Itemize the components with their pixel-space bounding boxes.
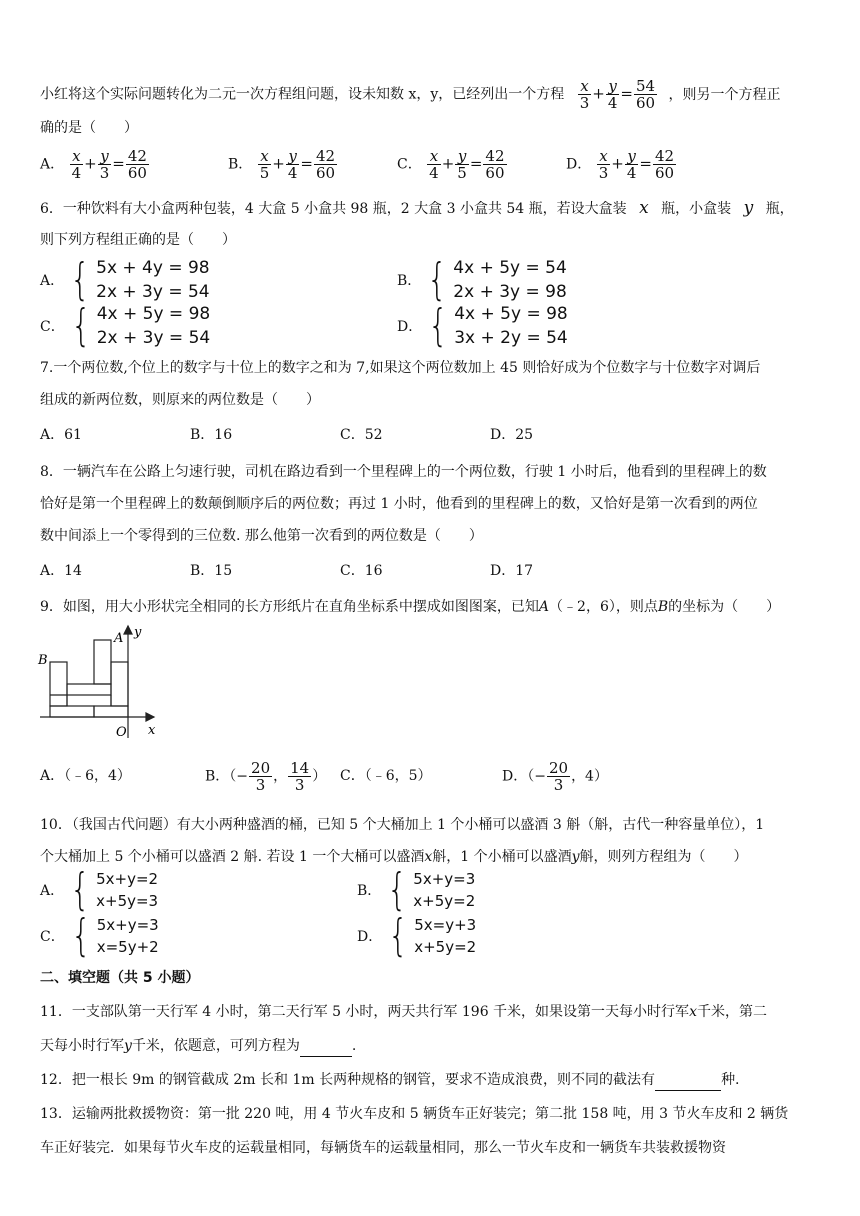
q8-option-c[interactable]: C．16 xyxy=(340,563,383,579)
q6-option-b[interactable]: B． { 4x + 5y = 54 2x + 3y = 98 xyxy=(397,254,567,305)
q7-option-d[interactable]: D．25 xyxy=(490,427,534,443)
q9-label-y: y xyxy=(134,625,142,640)
q9-paper-bottom-right xyxy=(94,706,128,717)
q13-stem-line2: 车正好装完．如果每节火车皮的运载量相同，每辆货车的运载量相同，那么一节火车皮和一辆货车共装救援物资 xyxy=(40,1140,726,1156)
q9-paper-middle-horizontal xyxy=(67,684,111,695)
q6-stem-line2: 则下列方程组正确的是（ ） xyxy=(40,232,236,248)
q5-option-a[interactable]: A． $\frac{x}{4}$ + $\frac{y}{3}$ = $\frac{42}{60}$ xyxy=(40,147,147,182)
q5-option-b[interactable]: B． $\frac{x}{5}$ + $\frac{y}{4}$ = $\frac{42}{60}$ xyxy=(228,147,336,182)
q8-stem-line2: 恰好是第一个里程碑上的数颠倒顺序后的两位数；再过 1 小时，他看到的里程碑上的数，又恰好是第一次看到的两位 xyxy=(40,496,758,512)
q6-stem-line1: 6．一种饮料有大小盒两种包装，4 大盒 5 小盒共 98 瓶，2 大盒 3 小盒共 54 瓶，若设大盒装 x 瓶，小盒装 y 瓶， xyxy=(40,198,794,218)
q9-option-c[interactable]: C．（﹣6，5） xyxy=(340,768,432,784)
q10-stem-line1: 10．（我国古代问题）有大小两种盛酒的桶，已知 5 个大桶加上 1 个小桶可以盛酒 3 斛（斛，古代一种容量单位），1 xyxy=(40,817,765,833)
q5-stem-line2: 确的是（ ） xyxy=(40,120,138,136)
q8-option-a[interactable]: A．14 xyxy=(40,563,82,579)
q11-stem-line2: 天每小时行军y千米，依题意，可列方程为 . xyxy=(40,1036,356,1057)
q11-answer-blank[interactable] xyxy=(300,1036,352,1057)
q8-stem-line3: 数中间添上一个零得到的三位数. 那么他第一次看到的两位数是（ ） xyxy=(40,528,483,544)
q10-option-a[interactable]: A． { 5x+y=2 x+5y=3 xyxy=(40,864,159,915)
q9-figure xyxy=(36,620,166,750)
q10-option-b[interactable]: B． { 5x+y=3 x+5y=2 xyxy=(357,864,476,915)
q5-stem-line1: 小红将这个实际问题转化为二元一次方程组问题，设未知数 x，y，已经列出一个方程 $\frac{x}{3}$ + $\frac{y}{4}$ = $\frac{54}{60}$ ，则另一个方程正 xyxy=(40,77,781,112)
q5-option-d[interactable]: D． $\frac{x}{3}$ + $\frac{y}{4}$ = $\frac{42}{60}$ xyxy=(566,147,675,182)
q8-option-d[interactable]: D．17 xyxy=(490,563,534,579)
q13-stem-line1: 13．运输两批救援物资：第一批 220 吨，用 4 节火车皮和 5 辆货车正好装完；第二批 158 吨，用 3 节火车皮和 2 辆货 xyxy=(40,1106,789,1122)
q9-option-b[interactable]: B．（− $\frac{20}{3}$ ， $\frac{14}{3}$ ） xyxy=(205,759,327,794)
q9-label-o: O xyxy=(116,725,127,740)
q9-option-d[interactable]: D．（− $\frac{20}{3}$ ，4） xyxy=(502,759,608,794)
q6-option-c[interactable]: C． { 4x + 5y = 98 2x + 3y = 54 xyxy=(40,300,211,351)
q10-stem-line2: 个大桶加上 5 个小桶可以盛酒 2 斛. 若设 1 一个大桶可以盛酒x斛，1 个小桶可以盛酒y斛，则列方程组为（ ） xyxy=(40,849,748,865)
q7-stem-line1: 7.一个两位数,个位上的数字与十位上的数字之和为 7,如果这个两位数加上 45 则恰好成为个位数字与十位数字对调后 xyxy=(40,360,761,376)
q8-stem-line1: 8．一辆汽车在公路上匀速行驶，司机在路边看到一个里程碑上的一个两位数，行驶 1 小时后，他看到的里程碑上的数 xyxy=(40,464,767,480)
q6-option-a[interactable]: A． { 5x + 4y = 98 2x + 3y = 54 xyxy=(40,254,210,305)
q9-paper-a-vertical xyxy=(94,640,111,684)
q7-stem-line2: 组成的新两位数，则原来的两位数是（ ） xyxy=(40,392,320,408)
q7-option-a[interactable]: A．61 xyxy=(40,427,82,443)
q9-paper-bottom-left xyxy=(50,706,94,717)
q12-stem: 12．把一根长 9m 的钢管截成 2m 长和 1m 长两种规格的钢管，要求不造成浪费，则不同的截法有 种. xyxy=(40,1070,740,1091)
q9-label-b: B xyxy=(38,653,48,668)
q10-option-d[interactable]: D． { 5x=y+3 x+5y=2 xyxy=(357,910,477,961)
q9-paper-right-vertical xyxy=(111,662,128,706)
q9-option-a[interactable]: A．（﹣6，4） xyxy=(40,768,131,784)
q7-option-c[interactable]: C．52 xyxy=(340,427,383,443)
q11-stem-line1: 11．一支部队第一天行军 4 小时，第二天行军 5 小时，两天共行军 196 千米，如果设第一天每小时行军x千米，第二 xyxy=(40,1004,767,1020)
q9-paper-b-vertical xyxy=(50,662,67,706)
q5-option-c[interactable]: C． $\frac{x}{4}$ + $\frac{y}{5}$ = $\frac{42}{60}$ xyxy=(397,147,505,182)
q6-option-d[interactable]: D． { 4x + 5y = 98 3x + 2y = 54 xyxy=(397,300,568,351)
q10-option-c[interactable]: C． { 5x+y=3 x=5y+2 xyxy=(40,910,159,961)
q5-given-equation: $\frac{x}{3}$ + $\frac{y}{4}$ = $\frac{54}{60}$ xyxy=(579,77,656,112)
section-fill-in-title: 二、填空题（共 5 小题） xyxy=(40,970,200,986)
q9-label-a: A xyxy=(114,631,124,646)
q8-option-b[interactable]: B．15 xyxy=(190,563,233,579)
q9-stem: 9．如图，用大小形状完全相同的长方形纸片在直角坐标系中摆成如图图案，已知A（﹣2，6），则点B的坐标为（ ） xyxy=(40,599,781,615)
q7-option-b[interactable]: B．16 xyxy=(190,427,233,443)
q12-answer-blank[interactable] xyxy=(655,1070,721,1091)
q9-label-x: x xyxy=(148,723,156,738)
